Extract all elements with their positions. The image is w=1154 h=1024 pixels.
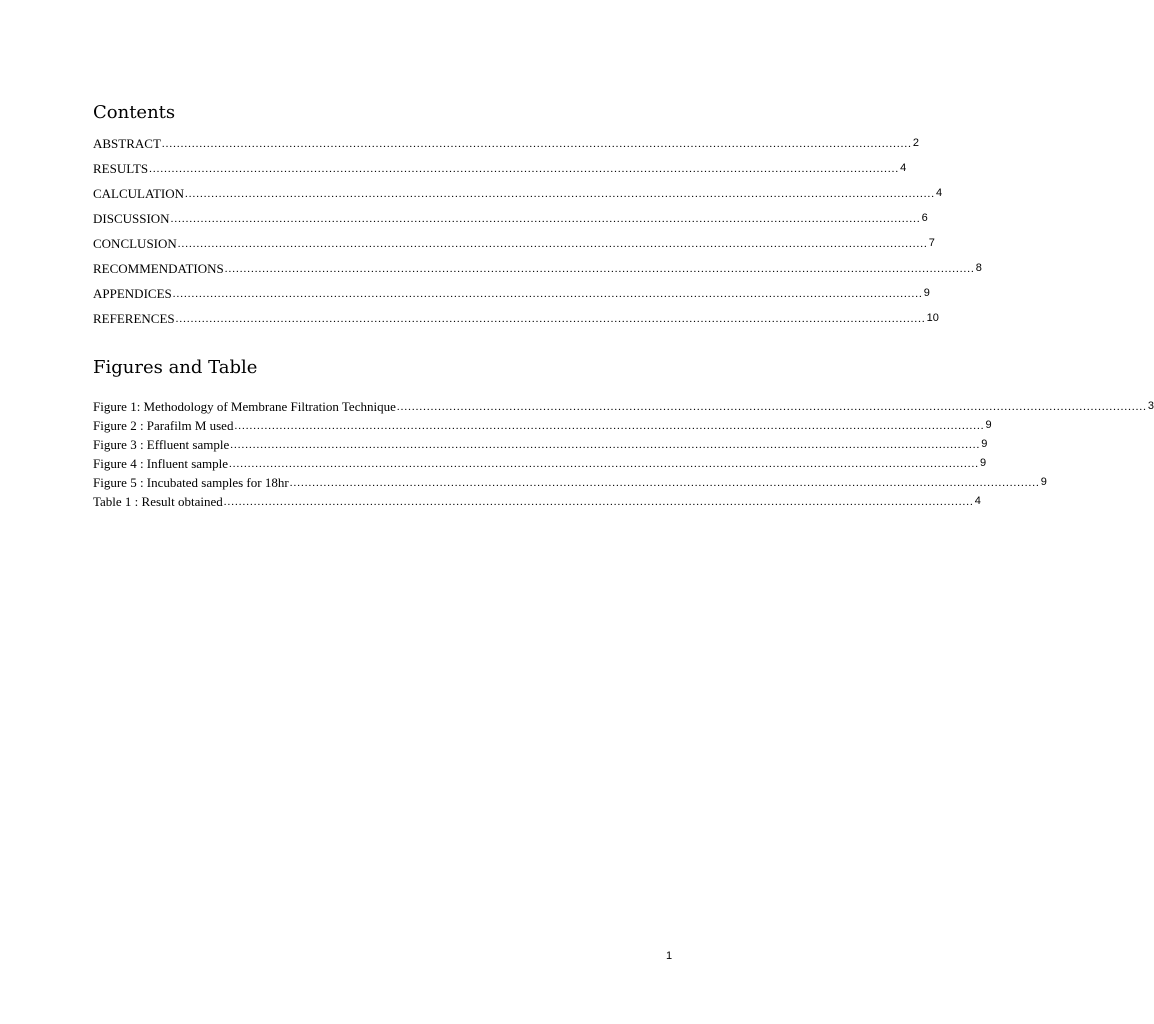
toc-entry[interactable] — [93, 126, 920, 151]
entry-label: CONCLUSION — [93, 236, 177, 251]
dot-leader: ........................................................................................................................................................................................................ — [234, 420, 985, 432]
contents-heading: Contents — [93, 102, 176, 123]
entry-page-number: 7 — [928, 237, 935, 249]
dot-leader: ........................................................................................................................................................................................................ — [172, 288, 923, 300]
toc-entry[interactable] — [93, 251, 982, 276]
dot-leader: ........................................................................................................................................................................................................ — [229, 458, 980, 470]
toc-entry[interactable] — [93, 201, 928, 226]
dot-leader: ........................................................................................................................................................................................................ — [175, 313, 926, 325]
dot-leader: ........................................................................................................................................................................................................ — [161, 138, 912, 150]
dot-leader: ........................................................................................................................................................................................................ — [230, 439, 981, 451]
dot-leader: ........................................................................................................................................................................................................ — [185, 188, 935, 200]
page-number: 1 — [666, 950, 673, 962]
entry-label: Figure 5 : Incubated samples for 18hr — [93, 475, 289, 490]
toc-entry[interactable] — [93, 276, 930, 301]
entry-label: Figure 3 : Effluent sample — [93, 437, 230, 452]
dot-leader: ........................................................................................................................................................................................................ — [177, 238, 928, 250]
figures-list — [93, 395, 1154, 509]
toc-entry[interactable] — [93, 151, 907, 176]
entry-page-number: 10 — [926, 312, 939, 324]
toc-entry[interactable] — [93, 226, 935, 251]
dot-leader: ........................................................................................................................................................................................................ — [396, 401, 1147, 413]
entry-label: Figure 1: Methodology of Membrane Filtration Technique — [93, 399, 396, 414]
entry-page-number: 4 — [900, 162, 907, 174]
figures-and-table-heading: Figures and Table — [93, 357, 258, 378]
dot-leader: ........................................................................................................................................................................................................ — [223, 496, 974, 508]
entry-page-number: 4 — [936, 187, 943, 199]
dot-leader: ........................................................................................................................................................................................................ — [224, 263, 975, 275]
figure-entry[interactable] — [93, 490, 981, 509]
entry-label: Figure 2 : Parafilm M used — [93, 418, 234, 433]
entry-page-number: 9 — [981, 438, 988, 450]
entry-label: DISCUSSION — [93, 211, 170, 226]
entry-page-number: 9 — [980, 457, 987, 469]
entry-label: CALCULATION — [93, 186, 184, 201]
dot-leader: ........................................................................................................................................................................................................ — [170, 213, 921, 225]
toc-entry[interactable] — [93, 301, 939, 326]
entry-page-number: 9 — [923, 287, 930, 299]
figure-entry[interactable] — [93, 395, 1154, 414]
figure-entry[interactable] — [93, 471, 1047, 490]
entry-label: APPENDICES — [93, 286, 172, 301]
entry-page-number: 3 — [1147, 400, 1154, 412]
figure-entry[interactable] — [93, 452, 987, 471]
entry-label: RECOMMENDATIONS — [93, 261, 224, 276]
entry-label: ABSTRACT — [93, 136, 161, 151]
contents-list — [93, 126, 982, 326]
entry-page-number: 2 — [912, 137, 920, 149]
figure-entry[interactable] — [93, 433, 988, 452]
entry-label: REFERENCES — [93, 311, 175, 326]
toc-entry[interactable] — [93, 176, 943, 201]
entry-page-number: 8 — [975, 262, 982, 274]
entry-label: Figure 4 : Influent sample — [93, 456, 229, 471]
entry-page-number: 9 — [985, 419, 992, 431]
dot-leader: ........................................................................................................................................................................................................ — [289, 477, 1040, 489]
entry-label: RESULTS — [93, 161, 149, 176]
entry-label: Table 1 : Result obtained — [93, 494, 223, 509]
entry-page-number: 4 — [974, 495, 981, 507]
dot-leader: ........................................................................................................................................................................................................ — [149, 163, 900, 175]
entry-page-number: 9 — [1040, 476, 1047, 488]
entry-page-number: 6 — [921, 212, 928, 224]
figure-entry[interactable] — [93, 414, 992, 433]
